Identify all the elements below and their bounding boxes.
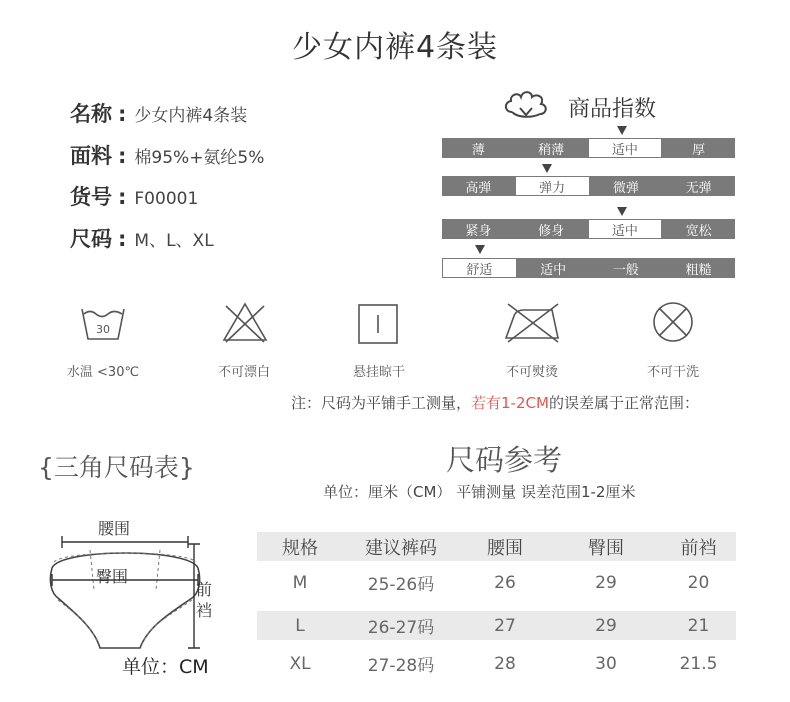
table-cell: 30 [595, 653, 617, 674]
diagram-waist-label: 腰围 [98, 519, 131, 538]
table-header-row [257, 532, 736, 561]
diagram-hip-label: 臀围 [96, 567, 129, 586]
bar-segment-selected: 舒适 [442, 258, 517, 278]
index-title: 商品指数 [568, 97, 657, 122]
table-cell: L [295, 615, 305, 636]
info-value: 棉95%+氨纶5% [134, 148, 265, 168]
info-key: 名称 [70, 102, 112, 126]
note-suffix: 的误差属于正常范围： [548, 394, 699, 412]
table-header-cell: 前裆 [680, 537, 717, 559]
care-label-iron: 不可熨烫 [505, 365, 558, 380]
table-cell: XL [289, 653, 311, 674]
table-row [257, 649, 736, 678]
no-iron-icon [500, 300, 564, 344]
bar-segment-selected: 适中 [588, 219, 663, 239]
bar-segment: 修身 [538, 223, 565, 239]
table-header-cell: 规格 [282, 537, 318, 559]
bar-segment-selected: 适中 [588, 138, 663, 158]
index-bar-fit [442, 219, 735, 239]
colon: : [118, 102, 127, 126]
diagram-unit: 单位：CM [122, 656, 209, 678]
size-table [257, 532, 736, 682]
diagram-rise-label-1: 前 [196, 580, 213, 599]
index-marker-3 [617, 207, 627, 216]
index-bar-comfort [442, 258, 735, 278]
left-section-title: {三角尺码表} [38, 453, 195, 482]
colon: : [118, 185, 127, 209]
measurement-note [291, 392, 699, 413]
table-header-cell: 臀围 [588, 537, 624, 559]
table-cell: 29 [595, 615, 617, 636]
colon: : [118, 144, 127, 168]
info-key: 尺码 [70, 227, 112, 251]
table-header-cell: 建议裤码 [365, 537, 437, 559]
table-cell: 26 [494, 572, 516, 593]
note-highlight: 若有1-2CM [471, 394, 549, 412]
care-label-wash: 水温 <30℃ [66, 365, 140, 380]
bar-segment: 适中 [540, 262, 567, 278]
cotton-icon [500, 88, 552, 124]
table-cell: M [292, 572, 308, 593]
index-marker-2 [542, 164, 552, 173]
no-bleach-icon [220, 300, 270, 344]
table-row [257, 611, 736, 640]
table-cell: 27 [494, 615, 516, 636]
info-key: 货号 [70, 185, 112, 209]
bar-segment: 一般 [612, 262, 639, 278]
bar-segment: 稍薄 [538, 142, 565, 158]
info-value: M、L、XL [134, 231, 214, 251]
info-sku-row [70, 181, 198, 211]
index-bar-elasticity [442, 176, 735, 196]
wash-temp: 30 [96, 323, 110, 336]
bar-segment: 粗糙 [685, 262, 712, 278]
briefs-diagram [40, 520, 220, 655]
index-bar-thickness [442, 138, 735, 158]
no-dry-clean-icon [650, 300, 696, 344]
diagram-rise-label-2: 裆 [196, 601, 213, 620]
colon: : [118, 227, 127, 251]
table-cell: 21 [687, 615, 710, 636]
table-cell: 20 [687, 572, 710, 593]
index-marker-4 [475, 245, 485, 254]
info-size-row [70, 223, 214, 253]
table-row [257, 568, 736, 597]
table-cell: 28 [494, 653, 516, 674]
table-cell: 26-27码 [367, 618, 435, 638]
bar-segment: 紧身 [465, 223, 492, 239]
bar-segment: 微弹 [612, 180, 639, 196]
index-marker-1 [617, 126, 627, 135]
care-label-dry: 悬挂晾干 [352, 365, 405, 380]
page-title: 少女内裤4条装 [291, 30, 499, 65]
hang-dry-icon [357, 303, 399, 345]
table-cell: 29 [595, 572, 617, 593]
right-section-title: 尺码参考 [446, 443, 563, 477]
table-cell: 21.5 [679, 653, 718, 674]
table-cell: 27-28码 [367, 656, 435, 676]
care-label-dryclean: 不可干洗 [646, 365, 699, 380]
table-cell: 25-26码 [367, 575, 435, 595]
bar-segment-selected: 弹力 [515, 176, 590, 196]
info-value: F00001 [134, 189, 199, 209]
bar-segment: 薄 [471, 142, 485, 158]
info-key: 面料 [70, 144, 112, 168]
bar-segment: 无弹 [685, 180, 712, 196]
info-value: 少女内裤4条装 [134, 106, 248, 126]
bar-segment: 宽松 [685, 223, 712, 239]
info-name-row [70, 98, 247, 128]
table-header-cell: 腰围 [487, 537, 523, 559]
info-fabric-row [70, 140, 264, 170]
bar-segment: 高弹 [465, 180, 492, 196]
note-prefix: 注：尺码为平铺手工测量， [291, 394, 472, 412]
wash-30-icon [78, 303, 128, 345]
care-label-bleach: 不可漂白 [217, 365, 270, 380]
bar-segment: 厚 [692, 142, 706, 158]
size-subtitle: 单位：厘米（CM） 平铺测量 误差范围1-2厘米 [323, 483, 636, 501]
